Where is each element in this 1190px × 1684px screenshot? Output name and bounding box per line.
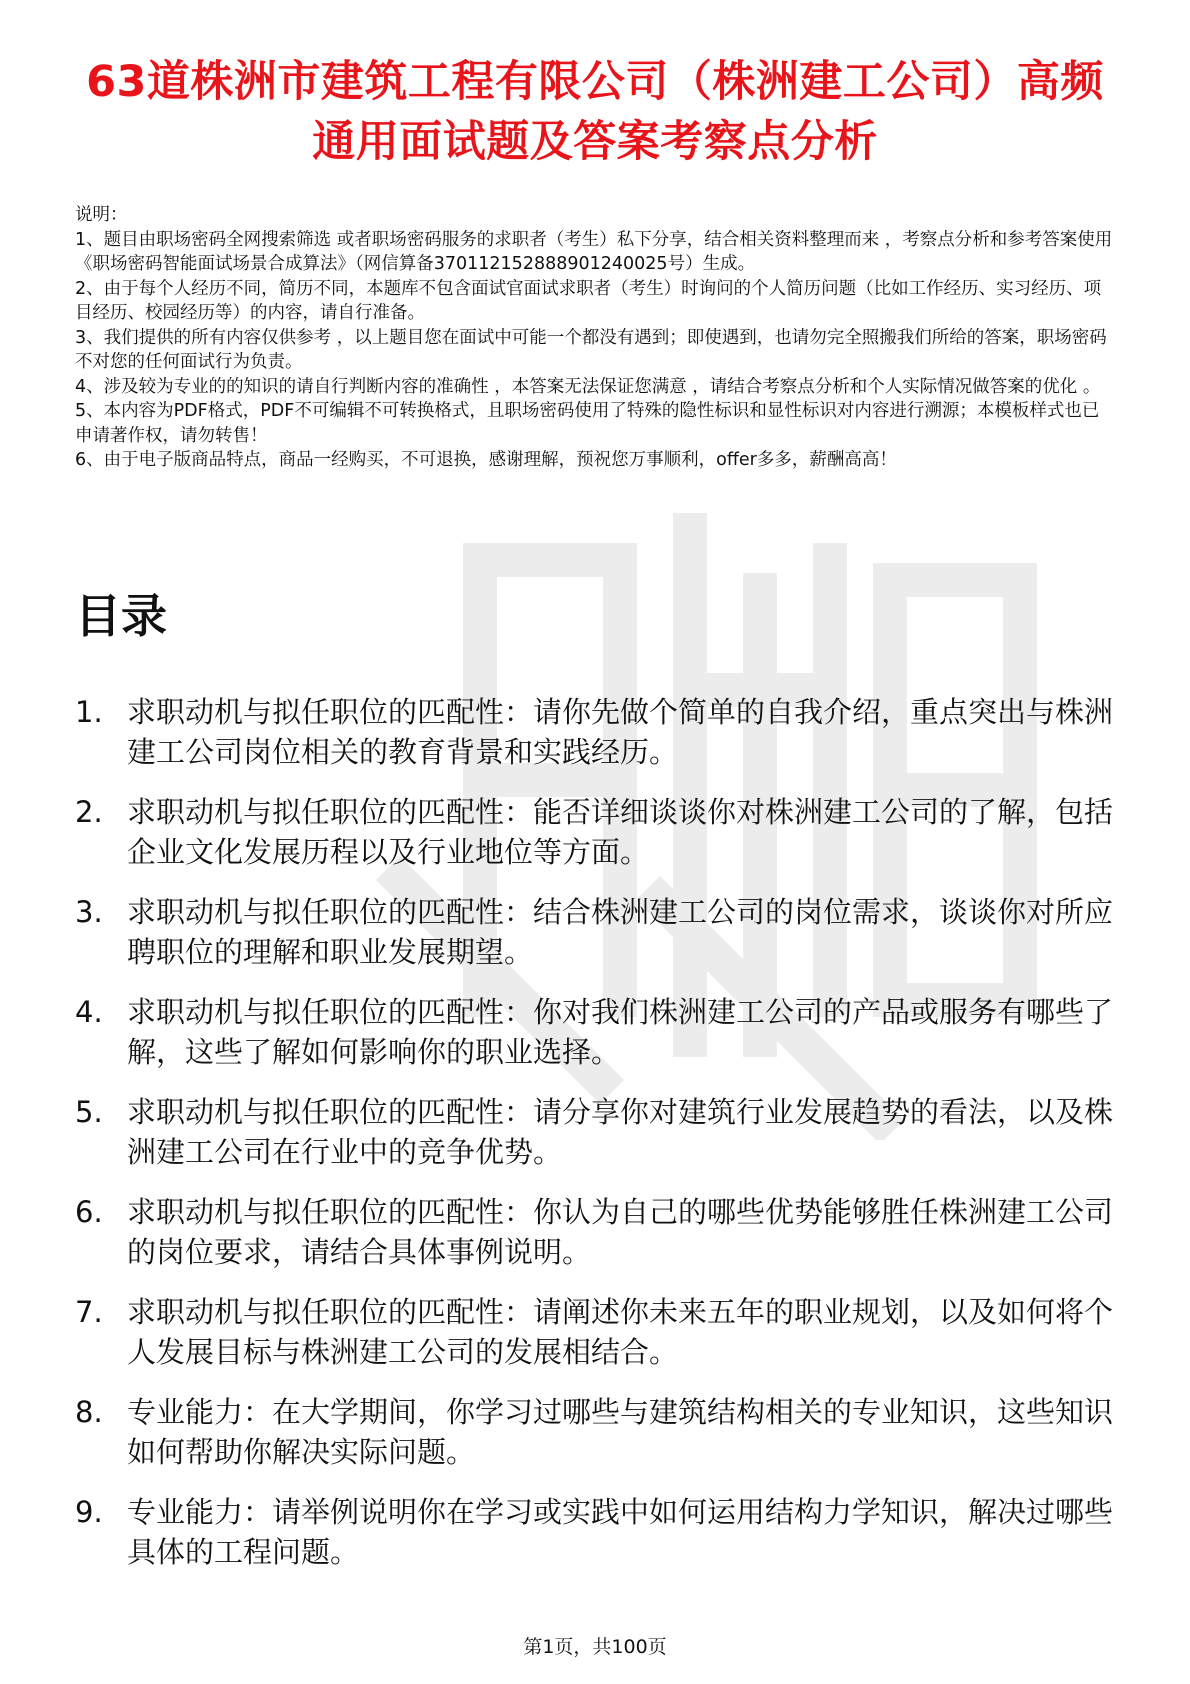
toc-item-text: 求职动机与拟任职位的匹配性：请你先做个简单的自我介绍，重点突出与株洲建工公司岗位相关的教育背景和实践经历。 bbox=[127, 695, 1114, 769]
toc-item-number: 9. bbox=[75, 1495, 103, 1529]
toc-item-number: 8. bbox=[75, 1395, 103, 1429]
toc-item[interactable] bbox=[75, 892, 1115, 974]
toc-item[interactable] bbox=[75, 1192, 1115, 1274]
toc-item-number: 2. bbox=[75, 795, 103, 829]
toc-item-number: 6. bbox=[75, 1195, 103, 1229]
toc-item-text: 求职动机与拟任职位的匹配性：结合株洲建工公司的岗位需求，谈谈你对所应聘职位的理解和职业发展期望。 bbox=[127, 895, 1114, 969]
toc-heading: 目录 bbox=[75, 589, 167, 643]
toc-item[interactable] bbox=[75, 692, 1115, 774]
note-item: 2、由于每个人经历不同，简历不同，本题库不包含面试官面试求职者（考生）时询问的个人简历问题（比如工作经历、实习经历、项目经历、校园经历等）的内容，请自行准备。 bbox=[75, 278, 1102, 323]
toc-item-text: 求职动机与拟任职位的匹配性：能否详细谈谈你对株洲建工公司的了解，包括企业文化发展历程以及行业地位等方面。 bbox=[127, 795, 1114, 869]
toc-item-text: 专业能力：请举例说明你在学习或实践中如何运用结构力学知识，解决过哪些具体的工程问题。 bbox=[127, 1495, 1114, 1569]
toc-item-number: 1. bbox=[75, 695, 103, 729]
toc-item-number: 4. bbox=[75, 995, 103, 1029]
toc-item[interactable] bbox=[75, 1392, 1115, 1474]
note-item: 5、本内容为PDF格式，PDF不可编辑不可转换格式，且职场密码使用了特殊的隐性标识和显性标识对内容进行溯源；本模板样式也已申请著作权，请勿转售！ bbox=[75, 401, 1100, 446]
note-item: 3、我们提供的所有内容仅供参考 ，以上题目您在面试中可能一个都没有遇到；即使遇到，也请勿完全照搬我们所给的答案，职场密码不对您的任何面试行为负责。 bbox=[75, 327, 1107, 372]
disclaimer-notes bbox=[75, 203, 1115, 473]
note-heading: 说明： bbox=[75, 205, 128, 225]
table-of-contents bbox=[75, 692, 1115, 1592]
toc-item-text: 求职动机与拟任职位的匹配性：请分享你对建筑行业发展趋势的看法，以及株洲建工公司在行业中的竞争优势。 bbox=[127, 1095, 1114, 1169]
toc-item[interactable] bbox=[75, 1292, 1115, 1374]
toc-item-text: 求职动机与拟任职位的匹配性：你认为自己的哪些优势能够胜任株洲建工公司的岗位要求，请结合具体事例说明。 bbox=[127, 1195, 1114, 1269]
toc-item-number: 3. bbox=[75, 895, 103, 929]
toc-item[interactable] bbox=[75, 1092, 1115, 1174]
toc-item[interactable] bbox=[75, 992, 1115, 1074]
page-footer: 第1页，共100页 bbox=[523, 1636, 667, 1658]
note-item: 1、题目由职场密码全网搜索筛选 或者职场密码服务的求职者（考生）私下分享，结合相关资料整理而来 ，考察点分析和参考答案使用《职场密码智能面试场景合成算法》（网信算备370112152888901240025号）生成。 bbox=[75, 229, 1113, 274]
toc-item-text: 求职动机与拟任职位的匹配性：你对我们株洲建工公司的产品或服务有哪些了解，这些了解如何影响你的职业选择。 bbox=[127, 995, 1114, 1069]
toc-item-text: 求职动机与拟任职位的匹配性：请阐述你未来五年的职业规划，以及如何将个人发展目标与株洲建工公司的发展相结合。 bbox=[127, 1295, 1114, 1369]
toc-item[interactable] bbox=[75, 792, 1115, 874]
document-title: 63道株洲市建筑工程有限公司（株洲建工公司）高频通用面试题及答案考察点分析 bbox=[86, 57, 1104, 167]
toc-item-number: 7. bbox=[75, 1295, 103, 1329]
note-item: 4、涉及较为专业的的知识的请自行判断内容的准确性 ，本答案无法保证您满意 ，请结合考察点分析和个人实际情况做答案的优化 。 bbox=[75, 376, 1101, 397]
toc-item-text: 专业能力：在大学期间，你学习过哪些与建筑结构相关的专业知识，这些知识如何帮助你解决实际问题。 bbox=[127, 1395, 1114, 1469]
note-item: 6、由于电子版商品特点，商品一经购买，不可退换，感谢理解，预祝您万事顺利，offer多多，薪酬高高！ bbox=[75, 450, 897, 470]
toc-item[interactable] bbox=[75, 1492, 1115, 1574]
toc-item-number: 5. bbox=[75, 1095, 103, 1129]
